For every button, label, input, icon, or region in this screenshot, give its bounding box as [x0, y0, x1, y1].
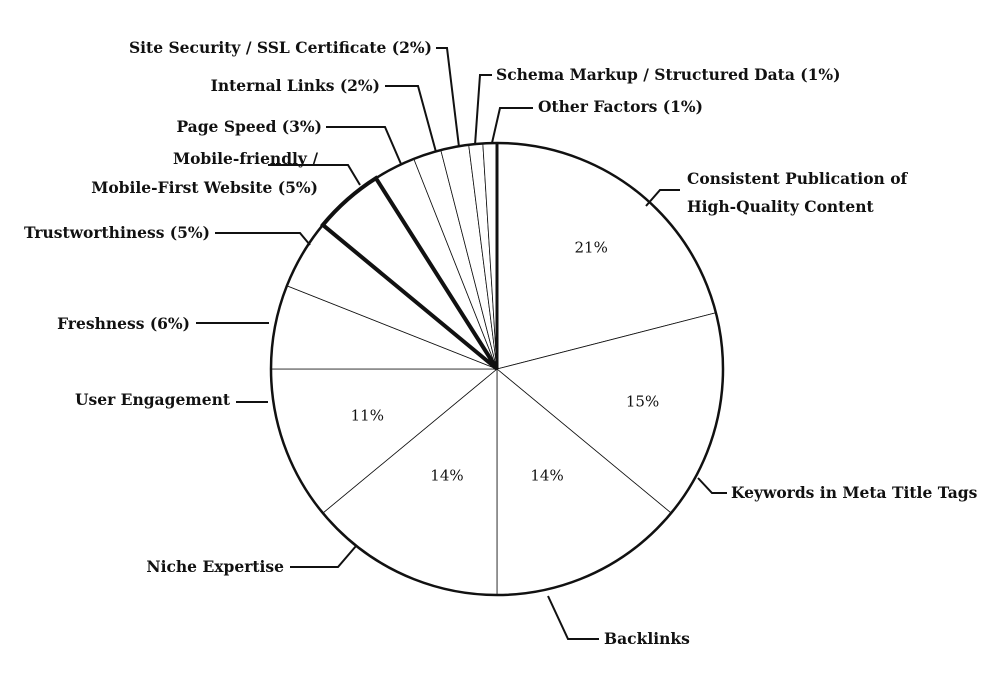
data-label-niche-expertise: 14% [430, 466, 464, 485]
leader-line-backlinks [548, 596, 599, 639]
data-label-user-engagement: 11% [350, 406, 384, 425]
category-label-backlinks: Backlinks [604, 629, 690, 648]
data-label-backlinks: 14% [530, 466, 564, 485]
pie-slices [271, 143, 723, 595]
category-label-keywords-in-meta-title-tags: Keywords in Meta Title Tags [731, 483, 978, 502]
category-label-internal-links-2: Internal Links (2%) [210, 76, 380, 95]
leader-line-keywords-in-meta-title-tags [698, 478, 727, 493]
leader-line-site-security-ssl-certificate-2 [436, 48, 459, 147]
category-label-mobile-friendly-mobile-first-website-5: Mobile-friendly / [172, 149, 318, 168]
category-label-mobile-friendly-mobile-first-website-5-line2: Mobile-First Website (5%) [91, 178, 318, 197]
category-label-page-speed-3: Page Speed (3%) [176, 117, 322, 136]
leader-line-other-factors-1 [492, 108, 533, 143]
leader-line-trustworthiness-5 [215, 233, 310, 245]
leader-line-page-speed-3 [326, 127, 401, 164]
leader-line-internal-links-2 [385, 86, 436, 152]
category-label-trustworthiness-5: Trustworthiness (5%) [23, 223, 210, 242]
category-label-other-factors-1: Other Factors (1%) [538, 97, 703, 116]
category-label-niche-expertise: Niche Expertise [146, 557, 284, 576]
category-label-user-engagement: User Engagement [74, 390, 230, 409]
category-label-consistent-publication-of-high-quality-content: Consistent Publication of [687, 169, 908, 188]
leader-line-niche-expertise [290, 546, 356, 567]
category-label-site-security-ssl-certificate-2: Site Security / SSL Certificate (2%) [128, 38, 432, 57]
data-label-consistent-publication-of-high-quality-content: 21% [574, 238, 608, 257]
data-label-keywords-in-meta-title-tags: 15% [625, 392, 660, 411]
category-label-schema-markup-structured-data-1: Schema Markup / Structured Data (1%) [496, 65, 841, 84]
category-label-freshness-6: Freshness (6%) [57, 314, 190, 333]
category-label-consistent-publication-of-high-quality-content-line2: High-Quality Content [687, 197, 874, 216]
leader-line-schema-markup-structured-data-1 [475, 75, 492, 145]
